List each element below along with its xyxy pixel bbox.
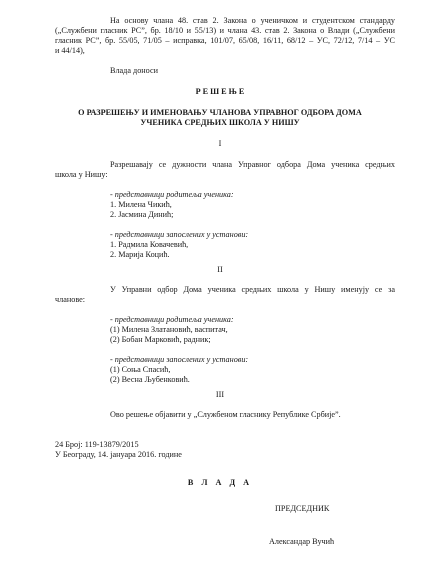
section-2-group-2-list: [110, 365, 190, 385]
section-1-text-line-1: Разрешавају се дужности члана Управног одбора Дома ученика средњих: [110, 160, 395, 169]
list-item: 2. Марија Коцић.: [110, 250, 170, 259]
subject-line-2: УЧЕНИКА СРЕДЊИХ ШКОЛА У НИШУ: [140, 118, 300, 127]
list-item: (1) Соња Спасић,: [110, 365, 171, 374]
list-item: 2. Јасмина Динић;: [110, 210, 174, 219]
section-1-group-2-label: - представници запослених у установи:: [110, 230, 249, 239]
section-3-text: Ово решење објавити у „Службеном гласнику Републике Србије”.: [110, 410, 341, 419]
government-label: В Л А Д А: [187, 478, 253, 487]
section-2-group-1-label: - представници родитеља ученика:: [110, 315, 234, 324]
section-1-group-2-list: [110, 240, 188, 260]
section-2-group-1-list: [110, 325, 228, 345]
intro-line-1: На основу члана 48. став 2. Закона о ученичком и студентском стандарду: [110, 16, 395, 25]
document-number: 24 Број: 119-13879/2015: [55, 440, 139, 449]
place-and-date: У Београду, 14. јануара 2016. године: [55, 450, 182, 459]
section-3-numeral: III: [215, 390, 225, 399]
section-2-text-line-1: У Управни одбор Дома ученика средњих школа у Нишу именују се за: [110, 285, 395, 294]
document-title: Р Е Ш Е Њ Е: [195, 87, 245, 96]
intro-line-4: и 44/14),: [55, 46, 85, 55]
list-item: (2) Бобан Марковић, радник;: [110, 335, 211, 344]
list-item: 1. Радмила Ковачевић,: [110, 240, 189, 249]
section-1-group-1-label: - представници родитеља ученика:: [110, 190, 234, 199]
list-item: (2) Весна Љубенковић.: [110, 375, 190, 384]
signatory-role: ПРЕДСЕДНИК: [275, 504, 330, 513]
section-2-group-2-label: - представници запослених у установи:: [110, 355, 249, 364]
section-1-text-line-2: школа у Нишу:: [55, 170, 108, 179]
subject-line-1: О РАЗРЕШЕЊУ И ИМЕНОВАЊУ ЧЛАНОВА УПРАВНОГ ОДБОРА ДОМА: [78, 108, 362, 117]
intro-line-5: Влада доноси: [110, 66, 158, 75]
section-2-numeral: II: [217, 265, 223, 274]
list-item: 1. Милена Чикић,: [110, 200, 172, 209]
section-1-numeral: I: [218, 139, 222, 148]
list-item: (1) Милена Златановић, васпитач,: [110, 325, 228, 334]
section-1-group-1-list: [110, 200, 173, 220]
section-2-text-line-2: чланове:: [55, 295, 86, 304]
signatory-name: Александар Вучић: [269, 537, 335, 546]
intro-line-3: гласник РС”, бр. 55/05, 71/05 – исправка, 101/07, 65/08, 16/11, 68/12 – УС, 72/12, 7/14 – УС: [55, 36, 395, 45]
intro-line-2: („Службени гласник РС”, бр. 18/10 и 55/13) и члана 43. став 2. Закона о Влади („Службени: [55, 26, 395, 35]
